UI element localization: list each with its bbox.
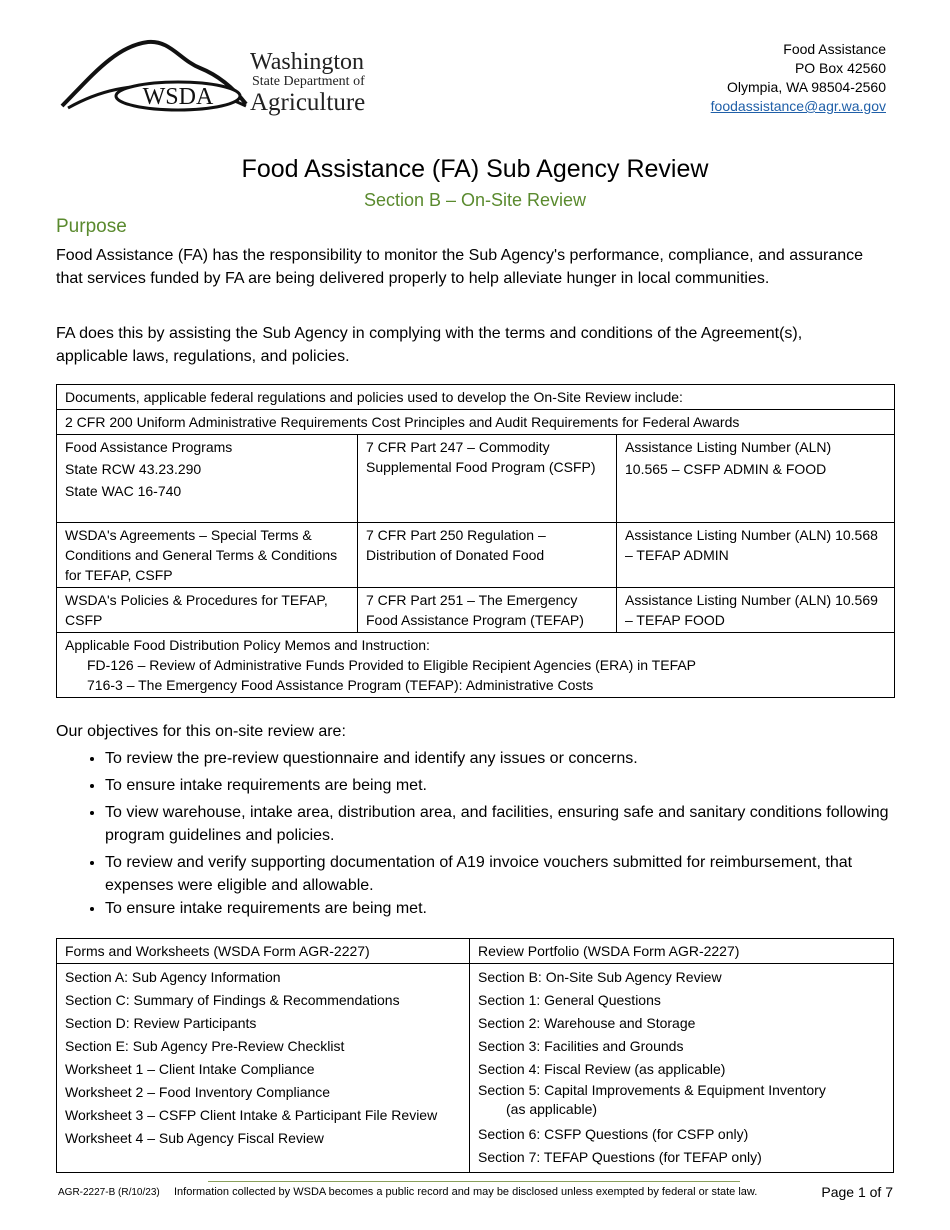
list-item: Section 4: Fiscal Review (as applicable)	[478, 1061, 726, 1077]
policy-memos-cell	[57, 633, 895, 698]
purpose-paragraph-1: Food Assistance (FA) has the responsibility to monitor the Sub Agency's performance, compliance, and assurance that services funded by FA are being delivered properly to help alleviate hunger in local communities.	[56, 247, 864, 287]
list-item: Section 1: General Questions	[478, 992, 661, 1008]
memos-heading: Applicable Food Distribution Policy Memos and Instruction:	[65, 637, 430, 653]
state-wac: State WAC 16-740	[65, 483, 182, 499]
documents-table	[56, 384, 895, 698]
aln-10569-cell: Assistance Listing Number (ALN) 10.569 – TEFAP FOOD	[617, 588, 895, 633]
footer-form-id: AGR-2227-B (R/10/23)	[58, 1187, 160, 1198]
list-item: Section C: Summary of Findings & Recommendations	[65, 992, 400, 1008]
objectives-section	[56, 720, 896, 920]
list-item: Section A: Sub Agency Information	[65, 969, 281, 985]
list-item: Section B: On-Site Sub Agency Review	[478, 969, 722, 985]
page-title: Food Assistance (FA) Sub Agency Review	[241, 155, 709, 183]
page-subtitle: Section B – On-Site Review	[363, 190, 587, 210]
forms-left-list	[57, 964, 470, 1173]
forms-left-header: Forms and Worksheets (WSDA Form AGR-2227)	[57, 939, 470, 964]
fa-programs-label: Food Assistance Programs	[65, 439, 233, 455]
list-item: • To view warehouse, intake area, distribution area, and facilities, ensuring safe and sanitary conditions following program guidelines and policies.	[105, 801, 896, 847]
forms-right-header: Review Portfolio (WSDA Form AGR-2227)	[470, 939, 894, 964]
cfr-200-row: 2 CFR 200 Uniform Administrative Requirements Cost Principles and Audit Requirements for Federal Awards	[57, 410, 895, 435]
documents-table-header: Documents, applicable federal regulations and policies used to develop the On-Site Review include:	[57, 385, 895, 410]
cfr-247-cell: 7 CFR Part 247 – Commodity Supplemental Food Program (CSFP)	[358, 435, 617, 523]
memo-fd-126: FD-126 – Review of Administrative Funds Provided to Eligible Recipient Agencies (ERA) in TEFAP	[87, 657, 697, 673]
forms-table	[56, 938, 894, 1173]
purpose-paragraph-2: FA does this by assisting the Sub Agency in complying with the terms and conditions of the Agreement(s), applicable laws, regulations, and policies.	[56, 325, 803, 365]
wsda-agreements-cell: WSDA's Agreements – Special Terms & Conditions and General Terms & Conditions for TEFAP, CSFP	[57, 523, 358, 588]
list-item: • To ensure intake requirements are being met.	[105, 897, 896, 920]
list-item: Worksheet 2 – Food Inventory Compliance	[65, 1084, 331, 1100]
list-item: Section D: Review Participants	[65, 1015, 257, 1031]
objectives-intro: Our objectives for this on-site review are:	[56, 723, 346, 740]
list-item: Section 5: Capital Improvements & Equipment Inventory	[478, 1082, 826, 1098]
email-link[interactable]: foodassistance@agr.wa.gov	[710, 98, 886, 114]
objectives-list	[56, 747, 896, 920]
aln-10565-value: 10.565 – CSFP ADMIN & FOOD	[625, 461, 827, 477]
footer-divider	[208, 1181, 740, 1182]
wsda-policies-cell: WSDA's Policies & Procedures for TEFAP, CSFP	[57, 588, 358, 633]
address-line-1: Food Assistance	[783, 41, 886, 57]
list-item: • To ensure intake requirements are being met.	[105, 774, 896, 797]
cfr-250-cell: 7 CFR Part 250 Regulation – Distribution of Donated Food	[358, 523, 617, 588]
logo-line-department: State Department of	[252, 74, 365, 90]
footer-public-record-note: Information collected by WSDA becomes a public record and may be disclosed unless exempted by federal or state law.	[174, 1186, 758, 1198]
logo-line-washington: Washington	[250, 49, 365, 75]
list-item: Worksheet 3 – CSFP Client Intake & Participant File Review	[65, 1107, 438, 1123]
logo-wordmark	[250, 50, 365, 116]
cfr-251-cell: 7 CFR Part 251 – The Emergency Food Assistance Program (TEFAP)	[358, 588, 617, 633]
aln-10565-cell	[617, 435, 895, 523]
list-item: Worksheet 1 – Client Intake Compliance	[65, 1061, 315, 1077]
state-rcw: State RCW 43.23.290	[65, 461, 202, 477]
logo-mark-text: WSDA	[142, 84, 214, 110]
list-item: Section 3: Facilities and Grounds	[478, 1038, 684, 1054]
aln-10568-cell: Assistance Listing Number (ALN) 10.568 – TEFAP ADMIN	[617, 523, 895, 588]
list-item: Section E: Sub Agency Pre-Review Checklist	[65, 1038, 345, 1054]
purpose-heading: Purpose	[56, 216, 127, 237]
aln-label: Assistance Listing Number (ALN)	[625, 439, 832, 455]
wsda-logo	[60, 38, 380, 118]
list-item: • To review the pre-review questionnaire and identify any issues or concerns.	[105, 747, 896, 770]
logo-line-agriculture: Agriculture	[250, 88, 366, 116]
address-line-3: Olympia, WA 98504-2560	[726, 79, 886, 95]
memo-716-3: 716-3 – The Emergency Food Assistance Program (TEFAP): Administrative Costs	[87, 677, 594, 693]
food-assistance-programs-cell	[57, 435, 358, 523]
address-line-2: PO Box 42560	[794, 60, 886, 76]
list-item: • To review and verify supporting documentation of A19 invoice vouchers submitted for reimbursement, that expenses were eligible and allowable.	[105, 851, 896, 897]
list-item: Section 7: TEFAP Questions (for TEFAP only)	[478, 1149, 762, 1165]
list-item: Worksheet 4 – Sub Agency Fiscal Review	[65, 1130, 324, 1146]
page-number: Page 1 of 7	[821, 1184, 893, 1200]
list-item: Section 2: Warehouse and Storage	[478, 1015, 696, 1031]
address-block	[711, 40, 886, 116]
mountain-logo-icon	[60, 38, 250, 118]
list-item: Section 6: CSFP Questions (for CSFP only)	[478, 1126, 749, 1142]
forms-right-list	[470, 964, 894, 1173]
list-item: (as applicable)	[506, 1101, 598, 1117]
